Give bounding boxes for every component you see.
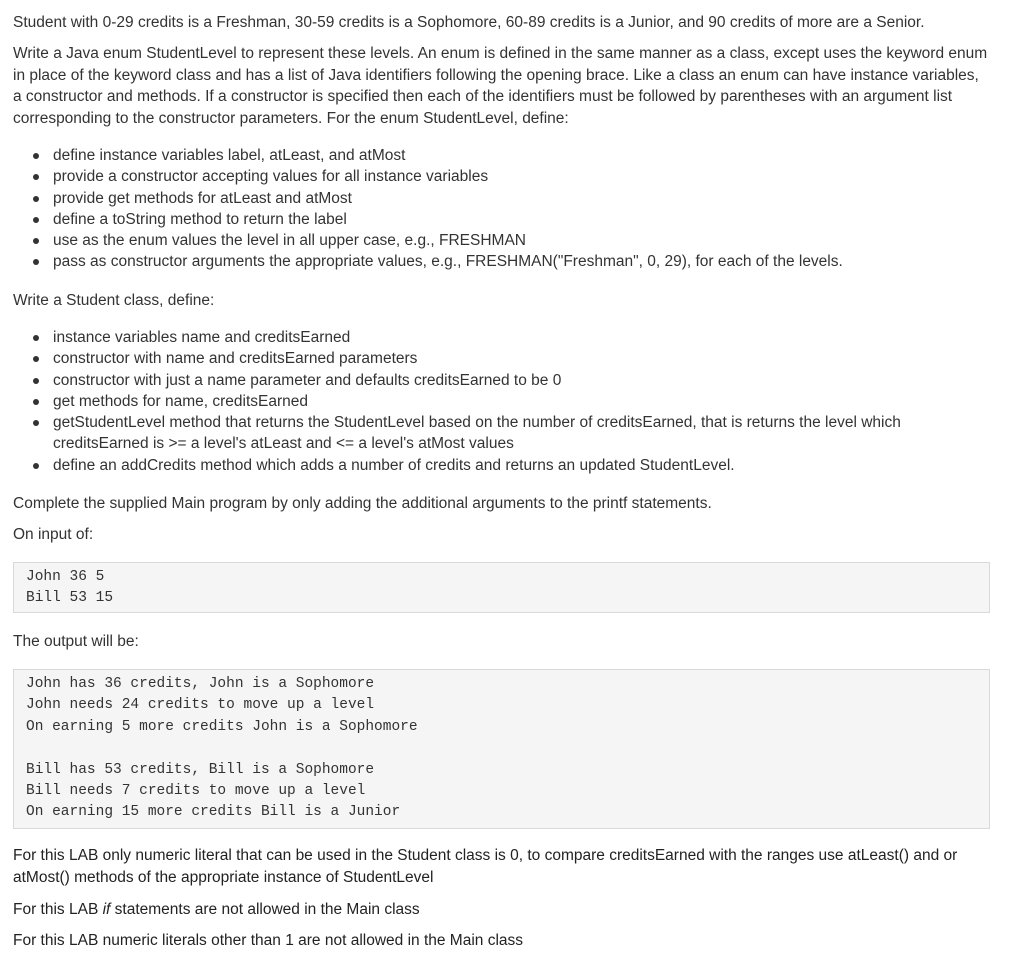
student-class-intro: Write a Student class, define: xyxy=(13,292,215,309)
enum-requirements-list xyxy=(13,145,993,273)
complete-main-instruction: Complete the supplied Main program by only adding the additional arguments to the printf statements. xyxy=(13,495,712,512)
rule-no-if-statements xyxy=(13,899,420,921)
list-item: provide get methods for atLeast and atMost xyxy=(13,188,993,209)
enum-description-paragraph: Write a Java enum StudentLevel to represent these levels. An enum is defined in the same manner as a class, except uses the keyword enum in place of the keyword class and has a list of Java identifiers following the opening brace. Like a class an enum can have instance variables, a constructor and methods. If a constructor is specified then each of the identifiers must be followed by parentheses with an argument list corresponding to the constructor parameters. For the enum StudentLevel, define: xyxy=(13,45,988,127)
list-item: getStudentLevel method that returns the StudentLevel based on the number of creditsEarned, that is returns the level which creditsEarned is >= a level's atLeast and <= a level's atMost values xyxy=(13,412,943,455)
list-item: instance variables name and creditsEarned xyxy=(13,327,943,348)
rule-text: For this LAB xyxy=(13,901,103,918)
list-item: use as the enum values the level in all upper case, e.g., FRESHMAN xyxy=(13,230,993,251)
code-line: Bill 53 15 xyxy=(26,590,114,607)
code-line: Bill has 53 credits, Bill is a Sophomore xyxy=(26,761,375,778)
output-code-block xyxy=(13,669,990,829)
rule-main-literals: For this LAB numeric literals other than 1 are not allowed in the Main class xyxy=(13,932,524,949)
output-label: The output will be: xyxy=(13,633,139,650)
student-requirements-list xyxy=(13,327,943,476)
code-blank-line xyxy=(26,738,977,759)
list-item: pass as constructor arguments the appropriate values, e.g., FRESHMAN("Freshman", 0, 29), for each of the levels. xyxy=(13,251,993,272)
code-line: John has 36 credits, John is a Sophomore xyxy=(26,676,375,692)
code-line: On earning 15 more credits Bill is a Junior xyxy=(26,804,401,821)
code-line: John 36 5 xyxy=(26,569,105,585)
intro-paragraph: Student with 0-29 credits is a Freshman, 30-59 credits is a Sophomore, 60-89 credits is a Junior, and 90 credits of more are a Senior. xyxy=(13,14,925,31)
code-line: John needs 24 credits to move up a level xyxy=(26,697,375,714)
list-item: provide a constructor accepting values for all instance variables xyxy=(13,166,993,187)
rule-student-literals: For this LAB only numeric literal that can be used in the Student class is 0, to compare creditsEarned with the ranges use atLeast() and or atMost() methods of the appropriate instance of StudentLevel xyxy=(13,847,958,886)
input-code-block xyxy=(13,562,990,613)
rule-text: statements are not allowed in the Main class xyxy=(110,901,420,918)
code-line: Bill needs 7 credits to move up a level xyxy=(26,783,366,800)
rule-emphasis: if xyxy=(102,901,111,918)
list-item: define an addCredits method which adds a number of credits and returns an updated StudentLevel. xyxy=(13,455,943,476)
list-item: constructor with just a name parameter and defaults creditsEarned to be 0 xyxy=(13,370,943,391)
list-item: get methods for name, creditsEarned xyxy=(13,391,943,412)
input-label: On input of: xyxy=(13,526,94,543)
code-line: On earning 5 more credits John is a Sophomore xyxy=(26,718,418,735)
list-item: define a toString method to return the label xyxy=(13,209,993,230)
list-item: define instance variables label, atLeast, and atMost xyxy=(13,145,993,166)
list-item: constructor with name and creditsEarned parameters xyxy=(13,348,943,369)
